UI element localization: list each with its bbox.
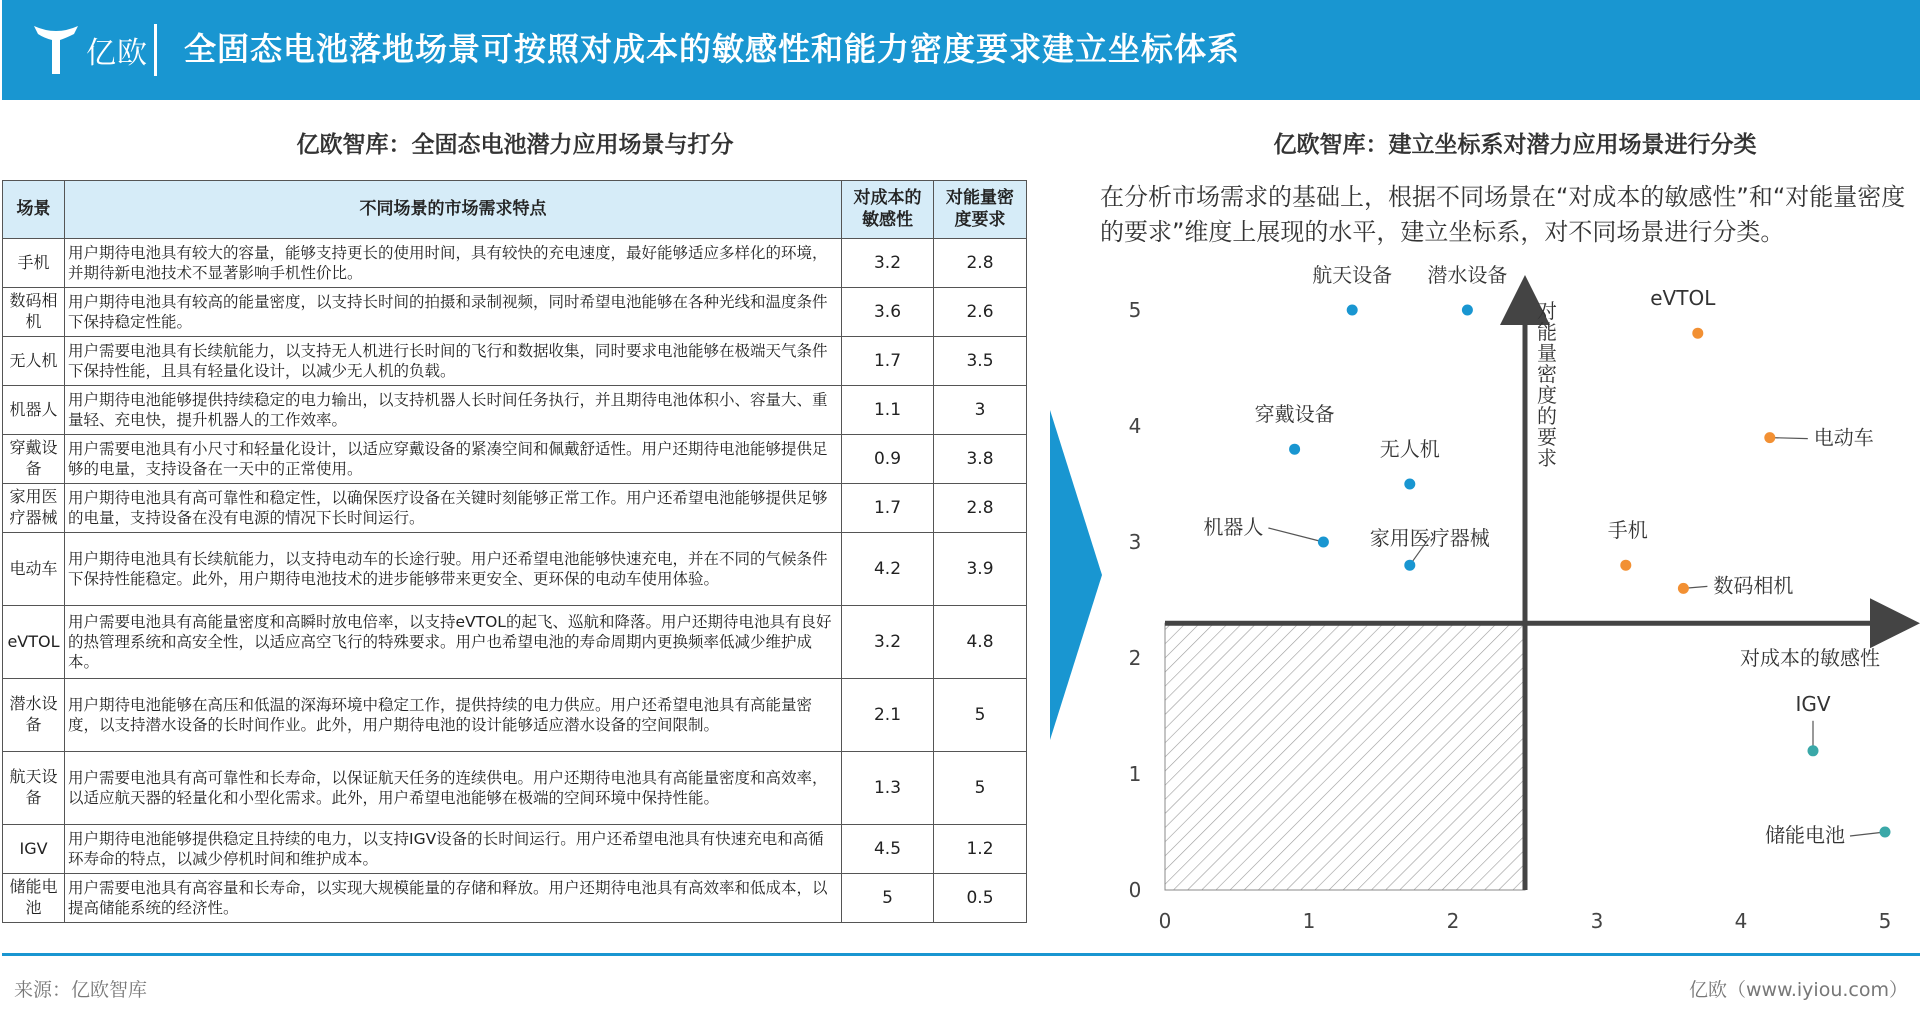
scene-cell: 电动车: [3, 533, 65, 606]
feature-cell: 用户需要电池具有高容量和长寿命，以实现大规模能量的存储和释放。用户还期待电池具有高效率和低成本，以提高储能系统的经济性。: [65, 874, 842, 923]
footer-divider: [2, 953, 1920, 956]
logo-icon: [32, 22, 80, 78]
cost-score-cell: 3.6: [842, 288, 934, 337]
data-point: [1462, 305, 1473, 316]
density-score-cell: 3.9: [934, 533, 1027, 606]
table-row: [3, 435, 1027, 484]
x-tick-label: 1: [1302, 909, 1316, 933]
point-label: eVTOL: [1650, 286, 1716, 311]
scatter-chart: [1120, 250, 1920, 940]
point-label: 数码相机: [1713, 573, 1794, 598]
logo-text: 亿欧: [86, 36, 148, 71]
table-row: [3, 533, 1027, 606]
scene-cell: 储能电池: [3, 874, 65, 923]
point-label: 潜水设备: [1427, 263, 1508, 287]
page-title: 全固态电池落地场景可按照对成本的敏感性和能力密度要求建立坐标体系: [184, 30, 1241, 68]
table-row: [3, 484, 1027, 533]
point-label: 航天设备: [1312, 263, 1393, 287]
cost-score-cell: 1.7: [842, 484, 934, 533]
y-tick-label: 2: [1128, 646, 1142, 670]
scores-table: [2, 180, 1027, 923]
y-tick-label: 5: [1128, 298, 1142, 322]
cost-score-cell: 0.9: [842, 435, 934, 484]
column-header-scene: 场景: [3, 181, 65, 239]
density-score-cell: 3.8: [934, 435, 1027, 484]
point-label: IGV: [1795, 691, 1831, 716]
point-label: 机器人: [1203, 515, 1264, 539]
table-row: [3, 239, 1027, 288]
chart-intro-text: 在分析市场需求的基础上，根据不同场景在“对成本的敏感性”和“对能量密度的要求”维度上展现的水平，建立坐标系，对不同场景进行分类。: [1100, 183, 1906, 246]
arrow-right-icon: [1050, 410, 1102, 740]
density-score-cell: 0.5: [934, 874, 1027, 923]
chart-subtitle: 亿欧智库：建立坐标系对潜力应用场景进行分类: [1273, 132, 1757, 158]
density-score-cell: 3: [934, 386, 1027, 435]
table-row: [3, 606, 1027, 679]
cost-score-cell: 1.3: [842, 752, 934, 825]
density-score-cell: 1.2: [934, 825, 1027, 874]
table-row: [3, 752, 1027, 825]
y-tick-label: 0: [1128, 878, 1142, 902]
scene-cell: 数码相机: [3, 288, 65, 337]
table-subtitle: 亿欧智库：全固态电池潜力应用场景与打分: [296, 132, 734, 158]
cost-score-cell: 1.7: [842, 337, 934, 386]
y-tick-label: 4: [1128, 414, 1142, 438]
x-tick-label: 0: [1158, 909, 1172, 933]
header-divider: [154, 24, 157, 76]
density-score-cell: 2.8: [934, 484, 1027, 533]
y-tick-label: 3: [1128, 530, 1142, 554]
point-label: 穿戴设备: [1254, 402, 1335, 427]
scene-cell: 航天设备: [3, 752, 65, 825]
scene-cell: eVTOL: [3, 606, 65, 679]
cost-score-cell: 3.2: [842, 239, 934, 288]
data-point: [1404, 479, 1415, 490]
scene-cell: IGV: [3, 825, 65, 874]
column-header-cost: 对成本的敏感性: [842, 181, 934, 239]
footer-brand: 亿欧（www.iyiou.com）: [1688, 979, 1908, 1001]
feature-cell: 用户期待电池能够在高压和低温的深海环境中稳定工作，提供持续的电力供应。用户还希望电池具有高能量密度，以支持潜水设备的长时间作业。此外，用户期待电池的设计能够适应潜水设备的空间限制。: [65, 679, 842, 752]
feature-cell: 用户期待电池具有较大的容量，能够支持更长的使用时间，具有较快的充电速度，最好能够适应多样化的环境，并期待新电池技术不显著影响手机性价比。: [65, 239, 842, 288]
scene-cell: 潜水设备: [3, 679, 65, 752]
header-bar: [2, 0, 1920, 100]
data-point: [1347, 305, 1358, 316]
data-point: [1678, 583, 1689, 594]
data-point: [1880, 827, 1891, 838]
density-score-cell: 2.6: [934, 288, 1027, 337]
feature-cell: 用户期待电池具有较高的能量密度，以支持长时间的拍摄和录制视频，同时希望电池能够在各种光线和温度条件下保持稳定性能。: [65, 288, 842, 337]
cost-score-cell: 2.1: [842, 679, 934, 752]
table-row: [3, 386, 1027, 435]
feature-cell: 用户期待电池能够提供稳定且持续的电力，以支持IGV设备的长时间运行。用户还希望电池具有快速充电和高循环寿命的特点，以减少停机时间和维护成本。: [65, 825, 842, 874]
point-label: 家用医疗器械: [1369, 526, 1490, 551]
feature-cell: 用户期待电池能够提供持续稳定的电力输出，以支持机器人长时间任务执行，并且期待电池体积小、容量大、重量轻、充电快，提升机器人的工作效率。: [65, 386, 842, 435]
cost-score-cell: 3.2: [842, 606, 934, 679]
data-point: [1808, 745, 1819, 756]
x-tick-label: 5: [1878, 909, 1892, 933]
table-row: [3, 337, 1027, 386]
scene-cell: 穿戴设备: [3, 435, 65, 484]
feature-cell: 用户需要电池具有长续航能力，以支持无人机进行长时间的飞行和数据收集，同时要求电池能够在极端天气条件下保持性能，且具有轻量化设计，以减少无人机的负载。: [65, 337, 842, 386]
feature-cell: 用户需要电池具有小尺寸和轻量化设计，以适应穿戴设备的紧凑空间和佩戴舒适性。用户还期待电池能够提供足够的电量，支持设备在一天中的正常使用。: [65, 435, 842, 484]
cost-score-cell: 1.1: [842, 386, 934, 435]
table-row: [3, 288, 1027, 337]
cost-score-cell: 4.2: [842, 533, 934, 606]
table-row: [3, 874, 1027, 923]
scene-cell: 机器人: [3, 386, 65, 435]
feature-cell: 用户期待电池具有高可靠性和稳定性，以确保医疗设备在关键时刻能够正常工作。用户还希望电池能够提供足够的电量，支持设备在没有电源的情况下长时间运行。: [65, 484, 842, 533]
feature-cell: 用户需要电池具有高可靠性和长寿命，以保证航天任务的连续供电。用户还期待电池具有高能量密度和高效率，以适应航天器的轻量化和小型化需求。此外，用户希望电池能够在极端的空间环境中保持性能。: [65, 752, 842, 825]
label-leader-line: [1268, 528, 1323, 542]
column-header-feature: 不同场景的市场需求特点: [65, 181, 842, 239]
density-score-cell: 5: [934, 679, 1027, 752]
point-label: 电动车: [1813, 425, 1874, 450]
cost-score-cell: 4.5: [842, 825, 934, 874]
data-point: [1764, 432, 1775, 443]
density-score-cell: 2.8: [934, 239, 1027, 288]
data-point: [1620, 560, 1631, 571]
scene-cell: 家用医疗器械: [3, 484, 65, 533]
table-row: [3, 679, 1027, 752]
density-score-cell: 4.8: [934, 606, 1027, 679]
x-axis-label: 对成本的敏感性: [1740, 646, 1880, 671]
table-row: [3, 825, 1027, 874]
logo: [32, 20, 148, 80]
point-label: 无人机: [1379, 437, 1440, 461]
data-point: [1289, 444, 1300, 455]
point-label: 手机: [1607, 518, 1648, 543]
table-header-row: [3, 181, 1027, 239]
x-tick-label: 3: [1590, 909, 1604, 933]
point-label: 储能电池: [1765, 823, 1845, 847]
y-axis-label: 对能量密度的要求: [1537, 299, 1557, 470]
scene-cell: 手机: [3, 239, 65, 288]
density-score-cell: 3.5: [934, 337, 1027, 386]
footer-source: 来源：亿欧智库: [14, 979, 148, 1001]
label-leader-line: [1770, 438, 1808, 439]
data-point: [1692, 328, 1703, 339]
cost-score-cell: 5: [842, 874, 934, 923]
column-header-density: 对能量密度要求: [934, 181, 1027, 239]
x-tick-label: 4: [1734, 909, 1748, 933]
y-tick-label: 1: [1128, 762, 1142, 786]
scene-cell: 无人机: [3, 337, 65, 386]
table-body: [3, 239, 1027, 923]
density-score-cell: 5: [934, 752, 1027, 825]
feature-cell: 用户期待电池具有长续航能力，以支持电动车的长途行驶。用户还希望电池能够快速充电，并在不同的气候条件下保持性能稳定。此外，用户期待电池技术的进步能够带来更安全、更环保的电动车使用体验。: [65, 533, 842, 606]
shaded-quadrant: [1165, 623, 1525, 890]
feature-cell: 用户需要电池具有高能量密度和高瞬时放电倍率，以支持eVTOL的起飞、巡航和降落。用户还期待电池具有良好的热管理系统和高安全性，以适应高空飞行的特殊要求。用户也希望电池的寿命周期内更换频率低减少维护成本。: [65, 606, 842, 679]
data-point: [1318, 537, 1329, 548]
data-point: [1404, 560, 1415, 571]
x-tick-label: 2: [1446, 909, 1460, 933]
